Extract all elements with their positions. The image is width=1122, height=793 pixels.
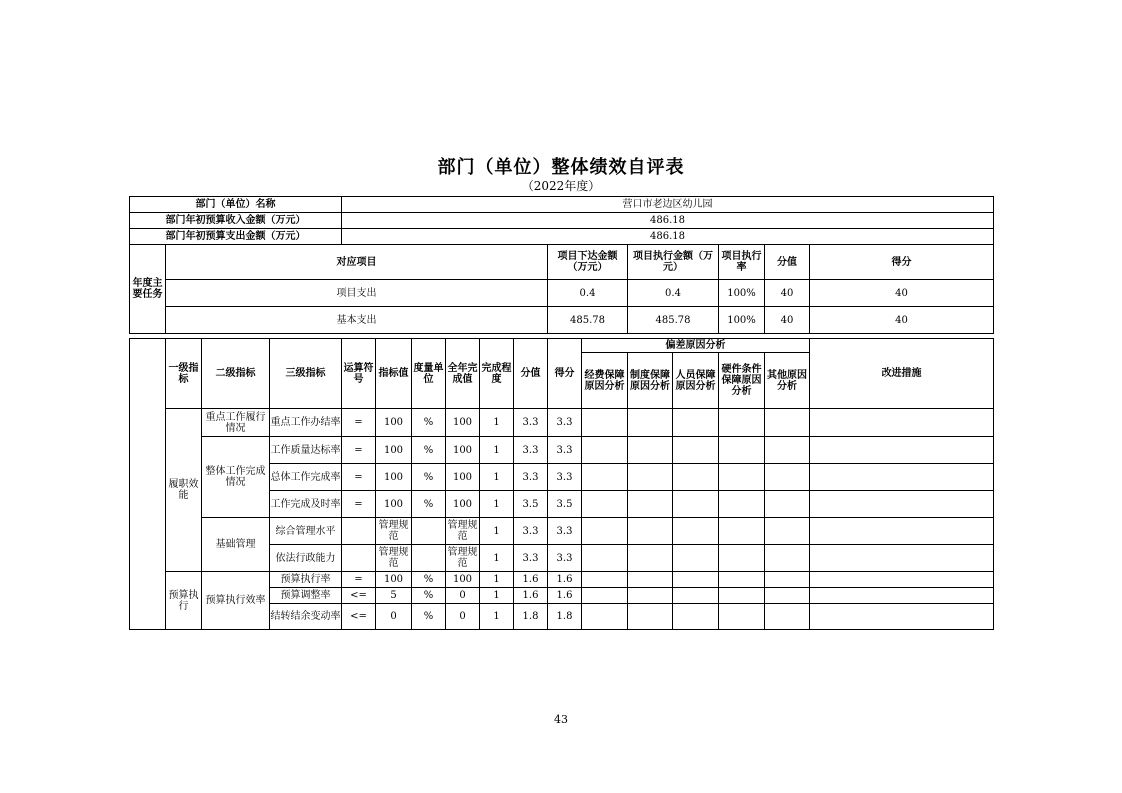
- level3-cell: 预算调整率: [270, 588, 342, 604]
- degree-cell: 1: [480, 409, 514, 437]
- blank-cell: [582, 572, 628, 588]
- unit-cell: %: [412, 437, 446, 464]
- expense-label: 部门年初预算支出金额（万元）: [130, 229, 342, 245]
- level1-cell: 预算执行: [166, 572, 202, 630]
- unit-cell: %: [412, 588, 446, 604]
- hdr-score-value: 分值: [514, 339, 548, 409]
- score-value-cell: 3.5: [514, 491, 548, 518]
- blank-cell: [673, 409, 719, 437]
- unit-cell: [412, 545, 446, 572]
- level3-cell: 工作质量达标率: [270, 437, 342, 464]
- tasks-header-score: 得分: [810, 245, 994, 280]
- blank-cell: [765, 409, 810, 437]
- target-cell: 100: [376, 572, 412, 588]
- degree-cell: 1: [480, 491, 514, 518]
- score-cell: 1.8: [548, 604, 582, 630]
- score-value-cell: 3.3: [514, 464, 548, 491]
- op-cell: [342, 518, 376, 545]
- blank-cell: [719, 572, 765, 588]
- target-cell: 5: [376, 588, 412, 604]
- score-value-cell: 3.3: [514, 545, 548, 572]
- target-cell: 100: [376, 409, 412, 437]
- target-cell: 100: [376, 464, 412, 491]
- score-value-cell: 1.8: [514, 604, 548, 630]
- tasks-header-score-value: 分值: [765, 245, 810, 280]
- op-cell: =: [342, 491, 376, 518]
- hdr-op: 运算符号: [342, 339, 376, 409]
- blank-cell: [628, 491, 673, 518]
- hdr-level1: 一级指标: [166, 339, 202, 409]
- op-cell: =: [342, 409, 376, 437]
- income-label: 部门年初预算收入金额（万元）: [130, 213, 342, 229]
- tasks-score-column: [901, 248, 993, 338]
- blank-cell: [765, 437, 810, 464]
- blank-cell: [810, 572, 994, 588]
- blank-cell: [628, 518, 673, 545]
- unit-cell: %: [412, 409, 446, 437]
- blank-cell: [719, 464, 765, 491]
- blank-cell: [582, 545, 628, 572]
- degree-cell: 1: [480, 545, 514, 572]
- degree-cell: 1: [480, 437, 514, 464]
- blank-cell: [719, 491, 765, 518]
- hdr-unit: 度量单位: [412, 339, 446, 409]
- blank-cell: [765, 604, 810, 630]
- hdr-degree: 完成程度: [480, 339, 514, 409]
- blank-cell: [765, 491, 810, 518]
- blank-cell: [582, 588, 628, 604]
- hdr-dev-hardware: 硬件条件保障原因分析: [719, 353, 765, 409]
- blank-cell: [719, 545, 765, 572]
- task-row-score: 40: [810, 280, 994, 307]
- blank-cell: [810, 464, 994, 491]
- blank-cell: [673, 604, 719, 630]
- level3-cell: 重点工作办结率: [270, 409, 342, 437]
- task-row-item: 基本支出: [166, 307, 548, 334]
- score-cell: 3.3: [548, 464, 582, 491]
- page-title: 部门（单位）整体绩效自评表: [437, 157, 685, 178]
- op-cell: [342, 545, 376, 572]
- op-cell: <=: [342, 588, 376, 604]
- task-row-issued: 0.4: [548, 280, 628, 307]
- target-cell: 管理规范: [376, 545, 412, 572]
- tasks-header-issued: 项目下达金额（万元）: [548, 245, 628, 280]
- score-value-cell: 3.3: [514, 518, 548, 545]
- performance-table: [129, 196, 994, 334]
- blank-cell: [719, 437, 765, 464]
- unit-cell: [412, 518, 446, 545]
- blank-cell: [628, 545, 673, 572]
- blank-cell: [628, 437, 673, 464]
- level3-cell: 依法行政能力: [270, 545, 342, 572]
- task-row-executed: 0.4: [628, 280, 719, 307]
- score-cell: 3.3: [548, 518, 582, 545]
- actual-cell: 100: [446, 491, 480, 518]
- score-value-cell: 3.3: [514, 437, 548, 464]
- hdr-dev-staff: 人员保障原因分析: [673, 353, 719, 409]
- op-cell: <=: [342, 604, 376, 630]
- dept-name-value: 营口市老边区幼儿园: [342, 197, 994, 213]
- task-row-rate: 100%: [719, 307, 765, 334]
- score-cell: 3.3: [548, 409, 582, 437]
- level2-cell: 基础管理: [202, 518, 270, 572]
- score-cell: 3.3: [548, 437, 582, 464]
- level3-cell: 综合管理水平: [270, 518, 342, 545]
- level3-cell: 预算执行率: [270, 572, 342, 588]
- score-cell: 3.3: [548, 545, 582, 572]
- hdr-improve: 改进措施: [810, 339, 994, 409]
- score-cell: 1.6: [548, 588, 582, 604]
- level2-cell: 整体工作完成情况: [202, 437, 270, 518]
- dept-name-label: 部门（单位）名称: [130, 197, 342, 213]
- level1-cell: 履职效能: [166, 409, 202, 572]
- score-value-cell: 3.3: [514, 409, 548, 437]
- score-cell: 3.5: [548, 491, 582, 518]
- level3-cell: 结转结余变动率: [270, 604, 342, 630]
- hdr-score: 得分: [548, 339, 582, 409]
- blank-cell: [673, 588, 719, 604]
- unit-cell: %: [412, 604, 446, 630]
- degree-cell: 1: [480, 518, 514, 545]
- blank-cell: [582, 437, 628, 464]
- blank-cell: [582, 491, 628, 518]
- blank-cell: [765, 464, 810, 491]
- task-row-item: 项目支出: [166, 280, 548, 307]
- blank-cell: [719, 588, 765, 604]
- target-cell: 0: [376, 604, 412, 630]
- target-cell: 100: [376, 491, 412, 518]
- hdr-deviation: 偏差原因分析: [582, 339, 810, 353]
- blank-cell: [673, 518, 719, 545]
- blank-cell: [628, 464, 673, 491]
- blank-cell: [810, 545, 994, 572]
- blank-cell: [810, 518, 994, 545]
- blank-cell: [765, 518, 810, 545]
- tasks-header-executed: 项目执行金额（万元）: [628, 245, 719, 280]
- blank-cell: [673, 437, 719, 464]
- blank-cell: [719, 409, 765, 437]
- actual-cell: 0: [446, 588, 480, 604]
- blank-cell: [582, 604, 628, 630]
- score-value-cell: 1.6: [514, 572, 548, 588]
- blank-cell: [810, 437, 994, 464]
- degree-cell: 1: [480, 464, 514, 491]
- task-row-rate: 100%: [719, 280, 765, 307]
- task-row-score-value: 40: [765, 280, 810, 307]
- blank-cell: [582, 409, 628, 437]
- task-row-issued: 485.78: [548, 307, 628, 334]
- hdr-actual: 全年完成值: [446, 339, 480, 409]
- level3-cell: 工作完成及时率: [270, 491, 342, 518]
- level3-cell: 总体工作完成率: [270, 464, 342, 491]
- blank-cell: [673, 464, 719, 491]
- indicator-table: [129, 338, 994, 630]
- actual-cell: 管理规范: [446, 518, 480, 545]
- page-subtitle: （2022年度）: [521, 179, 601, 193]
- blank-cell: [810, 604, 994, 630]
- blank-cell: [582, 518, 628, 545]
- tasks-header-rate: 项目执行率: [719, 245, 765, 280]
- hdr-target: 指标值: [376, 339, 412, 409]
- actual-cell: 100: [446, 464, 480, 491]
- actual-cell: 100: [446, 409, 480, 437]
- blank-cell: [628, 409, 673, 437]
- blank-cell: [765, 588, 810, 604]
- expense-value: 486.18: [342, 229, 994, 245]
- hdr-level3: 三级指标: [270, 339, 342, 409]
- target-cell: 100: [376, 437, 412, 464]
- tasks-header-item: 对应项目: [166, 245, 548, 280]
- hdr-level2: 二级指标: [202, 339, 270, 409]
- blank-cell: [719, 604, 765, 630]
- level2-cell: 重点工作履行情况: [202, 409, 270, 437]
- blank-cell: [582, 464, 628, 491]
- indicator-side-blank: [130, 339, 166, 630]
- hdr-dev-system: 制度保障原因分析: [628, 353, 673, 409]
- degree-cell: 1: [480, 572, 514, 588]
- task-row-executed: 485.78: [628, 307, 719, 334]
- blank-cell: [719, 518, 765, 545]
- op-cell: =: [342, 437, 376, 464]
- blank-cell: [765, 545, 810, 572]
- income-value: 486.18: [342, 213, 994, 229]
- actual-cell: 100: [446, 437, 480, 464]
- degree-cell: 1: [480, 588, 514, 604]
- blank-cell: [673, 572, 719, 588]
- blank-cell: [765, 572, 810, 588]
- blank-cell: [628, 572, 673, 588]
- target-cell: 管理规范: [376, 518, 412, 545]
- unit-cell: %: [412, 491, 446, 518]
- actual-cell: 100: [446, 572, 480, 588]
- degree-cell: 1: [480, 604, 514, 630]
- tasks-side-label: 年度主要任务: [130, 245, 166, 334]
- score-cell: 1.6: [548, 572, 582, 588]
- task-row-score-value: 40: [765, 307, 810, 334]
- blank-cell: [673, 545, 719, 572]
- unit-cell: %: [412, 464, 446, 491]
- blank-cell: [810, 588, 994, 604]
- actual-cell: 0: [446, 604, 480, 630]
- hdr-dev-other: 其他原因分析: [765, 353, 810, 409]
- unit-cell: %: [412, 572, 446, 588]
- page-number: 43: [554, 713, 568, 726]
- blank-cell: [810, 491, 994, 518]
- score-value-cell: 1.6: [514, 588, 548, 604]
- actual-cell: 管理规范: [446, 545, 480, 572]
- blank-cell: [628, 588, 673, 604]
- level2-cell: 预算执行效率: [202, 572, 270, 630]
- op-cell: =: [342, 572, 376, 588]
- hdr-dev-funding: 经费保障原因分析: [582, 353, 628, 409]
- blank-cell: [810, 409, 994, 437]
- blank-cell: [628, 604, 673, 630]
- op-cell: =: [342, 464, 376, 491]
- blank-cell: [673, 491, 719, 518]
- task-row-score: 40: [810, 307, 994, 334]
